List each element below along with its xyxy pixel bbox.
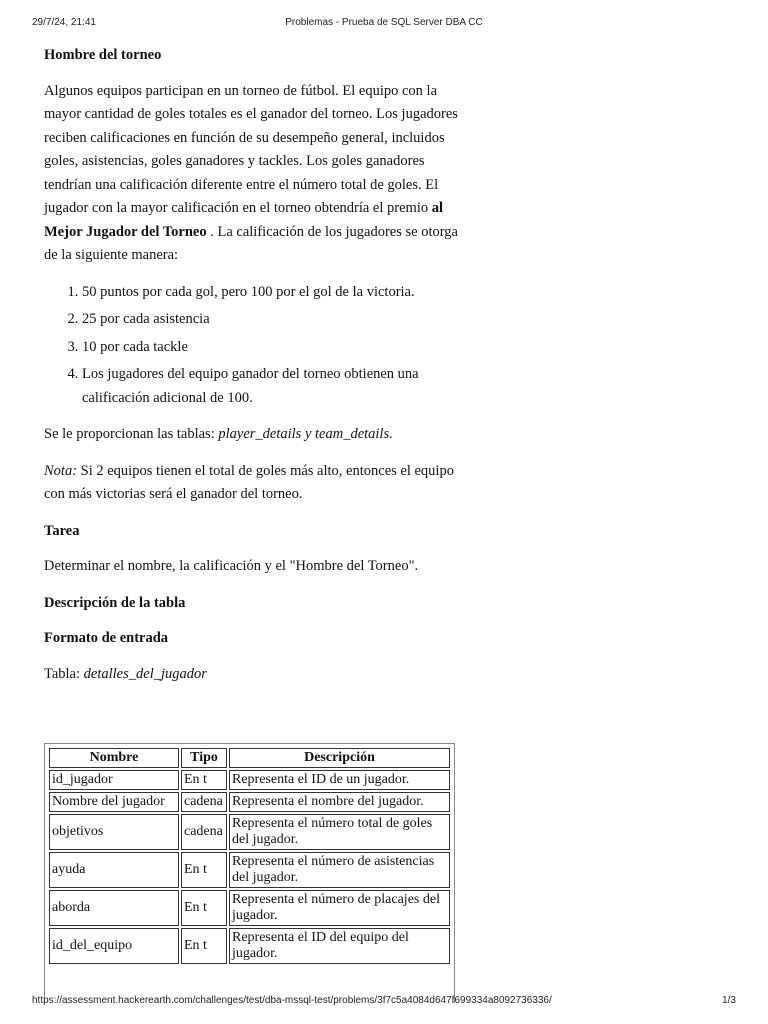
header-cell-tipo: Tipo — [181, 748, 227, 768]
intro-text-2: . La calificación de los jugadores se otorga de la siguiente manera: — [44, 223, 458, 263]
table-cell: En t — [181, 770, 227, 790]
table-container — [44, 743, 455, 1003]
print-page-title: Problemas - Prueba de SQL Server DBA CC — [285, 17, 483, 28]
problem-heading: Hombre del torneo — [44, 47, 162, 63]
rules-list — [44, 281, 462, 411]
print-url: https://assessment.hackerearth.com/challenges/test/dba-mssql-test/problems/3f7c5a4084d647f699334a8092736336/ — [32, 995, 552, 1006]
note-label: Nota: — [44, 462, 78, 479]
table-row — [49, 852, 450, 888]
table-cell: aborda — [49, 890, 179, 926]
table-cell: cadena — [181, 814, 227, 850]
table-cell: cadena — [181, 792, 227, 812]
table-row — [49, 814, 450, 850]
table-cell: Representa el nombre del jugador. — [229, 792, 450, 812]
list-item: 2. 25 por cada asistencia — [82, 308, 462, 332]
table-row — [49, 792, 450, 812]
tables-prefix: Se le proporcionan las tablas: — [44, 426, 219, 442]
table-row — [49, 770, 450, 790]
table-cell: ayuda — [49, 852, 179, 888]
list-item: 1. 50 puntos por cada gol, pero 100 por el gol de la victoria. — [82, 281, 462, 305]
table-cell: Representa el ID de un jugador. — [229, 770, 450, 790]
table-label: Tabla: — [44, 665, 84, 682]
list-item: 3. 10 por cada tackle — [82, 336, 462, 360]
table-cell: objetivos — [49, 814, 179, 850]
list-item: 4. Los jugadores del equipo ganador del torneo obtienen una calificación adicional de 100. — [82, 363, 462, 410]
table-cell: En t — [181, 852, 227, 888]
table-cell: Representa el número total de goles del jugador. — [229, 814, 450, 850]
task-heading: Tarea — [44, 522, 80, 539]
table-cell: id_jugador — [49, 770, 179, 790]
intro-bold-award: al Mejor Jugador del Torneo — [44, 200, 444, 240]
table-name: detalles_del_jugador — [83, 665, 207, 682]
input-format-heading: Formato de entrada — [44, 630, 169, 646]
tables-names: player_details y team_details. — [218, 426, 393, 442]
task-paragraph: Determinar el nombre, la calificación y el "Hombre del Torneo". — [44, 558, 419, 574]
table-cell: Representa el número de asistencias del jugador. — [229, 852, 450, 888]
header-cell-descripcion: Descripción — [229, 748, 450, 768]
table-cell: Nombre del jugador — [49, 792, 179, 812]
note-paragraph — [44, 460, 462, 507]
note-text: Si 2 equipos tienen el total de goles más alto, entonces el equipo con más victorias será el ganador del torneo. — [44, 462, 454, 502]
table-row — [49, 928, 450, 964]
table-cell: En t — [181, 890, 227, 926]
table-cell: En t — [181, 928, 227, 964]
intro-text-1: Algunos equipos participan en un torneo de fútbol. El equipo con la mayor cantidad de goles totales es el ganador del torneo. Los jugadores reciben calificaciones en función de su desempeño general, incluidos goles, asistencias, goles ganadores y tackles. Los goles ganadores tendrían una calificación diferente entre el número total de goles. El jugador con la mayor calificación en el torneo obtendría el premio — [44, 82, 458, 216]
intro-paragraph — [44, 80, 462, 268]
tables-paragraph — [44, 423, 462, 447]
table-cell: id_del_equipo — [49, 928, 179, 964]
table-cell: Representa el número de placajes del jugador. — [229, 890, 450, 926]
print-page-number: 1/3 — [722, 995, 736, 1006]
print-datetime: 29/7/24, 21:41 — [32, 17, 96, 28]
table-label-paragraph — [44, 663, 462, 687]
table-row — [49, 890, 450, 926]
header-cell-nombre: Nombre — [49, 748, 179, 768]
table-description-heading: Descripción de la tabla — [44, 594, 186, 611]
table-cell: Representa el ID del equipo del jugador. — [229, 928, 450, 964]
document-content — [44, 44, 462, 699]
player-details-table — [47, 746, 452, 966]
table-header-row — [49, 748, 450, 768]
